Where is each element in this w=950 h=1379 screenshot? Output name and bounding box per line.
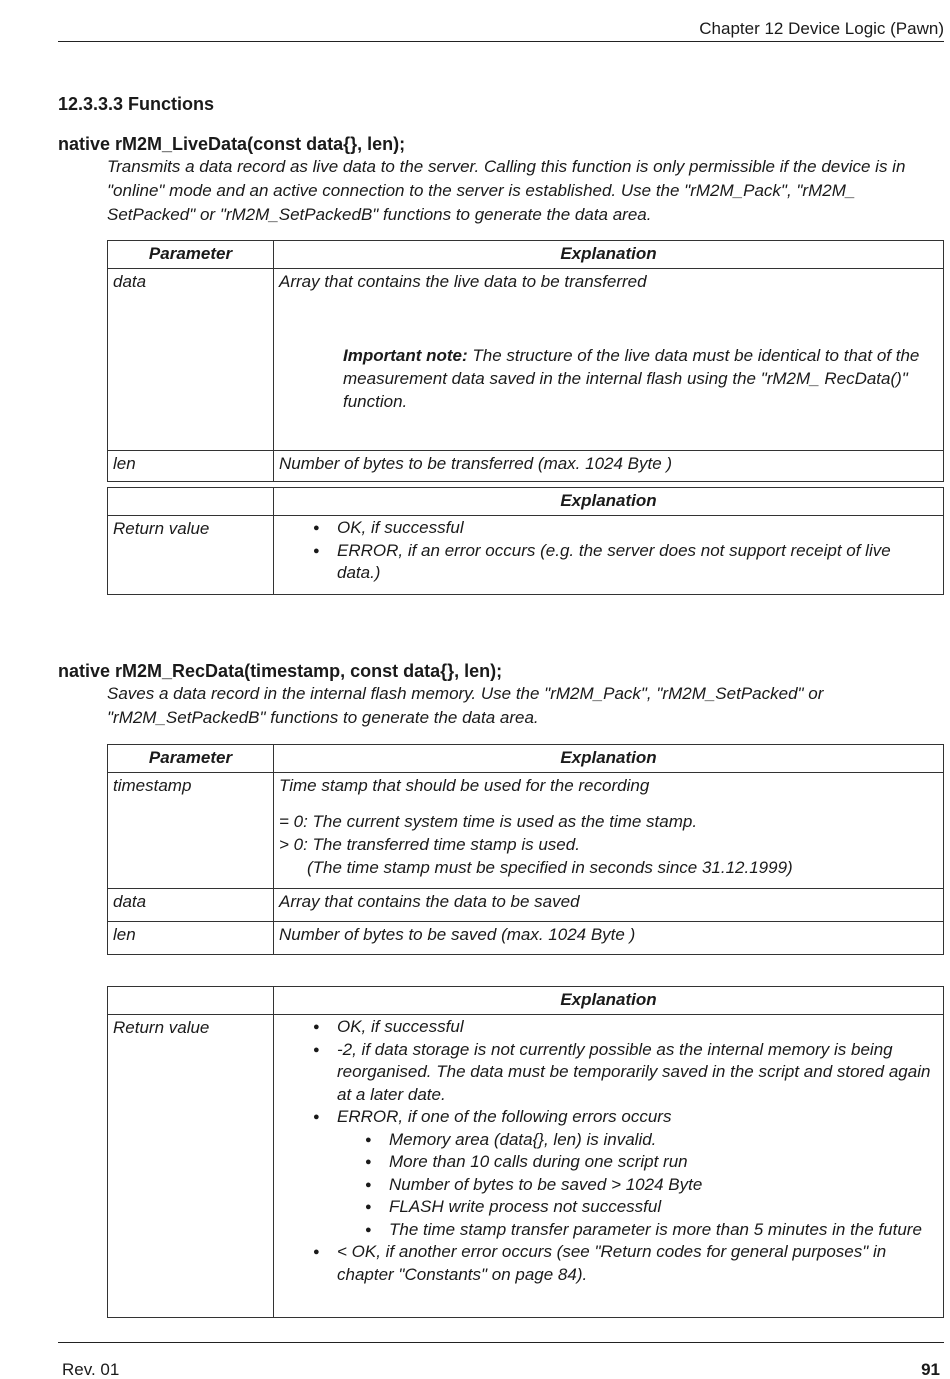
return-label: Return value bbox=[108, 516, 274, 595]
list-item: ● OK, if successful bbox=[313, 1016, 938, 1039]
sub-list-item: ● The time stamp transfer parameter is more than 5 minutes in the future bbox=[365, 1219, 938, 1242]
column-header-explanation: Explanation bbox=[274, 241, 944, 269]
important-note-label: Important note: bbox=[343, 346, 468, 365]
return-table bbox=[107, 487, 944, 595]
list-item bbox=[313, 1106, 938, 1241]
param-explanation bbox=[274, 269, 944, 451]
chapter-title: Chapter 12 Device Logic (Pawn) bbox=[699, 19, 944, 38]
list-item: ● OK, if successful bbox=[313, 517, 938, 540]
revision-label: Rev. 01 bbox=[62, 1360, 120, 1379]
section-title: 12.3.3.3 Functions bbox=[58, 94, 215, 114]
table-row bbox=[108, 451, 944, 482]
return-explanation bbox=[274, 516, 944, 595]
param-name: data bbox=[108, 889, 274, 922]
function-description: Transmits a data record as live data to the server. Calling this function is only permissible if the device is in "online" mode and an active connection to the server is established. Use the "rM2M_Pack", "rM2M_ SetPacked" or "rM2M_SetPackedB" functions to generate the data area. bbox=[107, 157, 906, 224]
function-description: Saves a data record in the internal flash memory. Use the "rM2M_Pack", "rM2M_SetPacked" or "rM2M_SetPackedB" functions to generate the data area. bbox=[107, 684, 824, 727]
param-explanation: Array that contains the data to be saved bbox=[274, 889, 944, 922]
function-signature: native rM2M_LiveData(const data{}, len); bbox=[58, 134, 406, 154]
list-item: ● -2, if data storage is not currently possible as the internal memory is being reorganised. The data must be temporarily saved in the script and stored again at a later date. bbox=[313, 1039, 938, 1107]
column-header-explanation: Explanation bbox=[274, 488, 944, 516]
timestamp-option-positive: > 0: The transferred time stamp is used. bbox=[279, 835, 580, 854]
return-label: Return value bbox=[108, 1015, 274, 1318]
parameter-table bbox=[107, 240, 944, 482]
list-item: ● < OK, if another error occurs (see "Return codes for general purposes" in chapter "Constants" on page 84). bbox=[313, 1241, 938, 1286]
sub-list-item: ● Number of bytes to be saved > 1024 Byte bbox=[365, 1174, 938, 1197]
page-footer bbox=[58, 1342, 944, 1379]
column-header-parameter: Parameter bbox=[108, 241, 274, 269]
return-explanation bbox=[274, 1015, 944, 1318]
param-explanation: Number of bytes to be transferred (max. 1024 Byte ) bbox=[274, 451, 944, 482]
table-row bbox=[108, 1015, 944, 1318]
function-signature: native rM2M_RecData(timestamp, const data{}, len); bbox=[58, 661, 503, 681]
sub-list-item: ● Memory area (data{}, len) is invalid. bbox=[365, 1129, 938, 1152]
param-explanation-text: Time stamp that should be used for the recording bbox=[279, 776, 650, 795]
column-header-explanation: Explanation bbox=[274, 987, 944, 1015]
param-explanation-text: Array that contains the live data to be transferred bbox=[279, 272, 647, 291]
column-header-explanation: Explanation bbox=[274, 745, 944, 773]
param-explanation: Number of bytes to be saved (max. 1024 Byte ) bbox=[274, 922, 944, 955]
return-table bbox=[107, 986, 944, 1318]
param-name: timestamp bbox=[108, 773, 274, 889]
sub-list-item: ● More than 10 calls during one script run bbox=[365, 1151, 938, 1174]
timestamp-note: (The time stamp must be specified in seconds since 31.12.1999) bbox=[307, 858, 793, 877]
list-item: ● ERROR, if an error occurs (e.g. the server does not support receipt of live data.) bbox=[313, 540, 938, 585]
important-note bbox=[343, 344, 938, 413]
param-name: len bbox=[108, 451, 274, 482]
table-row bbox=[108, 773, 944, 889]
table-row bbox=[108, 889, 944, 922]
function-live-data bbox=[58, 133, 944, 227]
timestamp-option-zero: = 0: The current system time is used as the time stamp. bbox=[279, 812, 698, 831]
sub-list-item: ● FLASH write process not successful bbox=[365, 1196, 938, 1219]
param-name: len bbox=[108, 922, 274, 955]
table-row bbox=[108, 922, 944, 955]
function-rec-data bbox=[58, 660, 944, 730]
param-explanation bbox=[274, 773, 944, 889]
parameter-table bbox=[107, 744, 944, 955]
table-row bbox=[108, 516, 944, 595]
param-name: data bbox=[108, 269, 274, 451]
table-row bbox=[108, 269, 944, 451]
column-header-parameter: Parameter bbox=[108, 745, 274, 773]
page-number: 91 bbox=[921, 1360, 940, 1379]
page-header bbox=[58, 0, 944, 42]
list-item-text: ERROR, if one of the following errors occurs bbox=[337, 1107, 672, 1126]
important-note-text: The structure of the live data must be identical to that of the measurement data saved in the internal flash using the "rM2M_ RecData()" function. bbox=[343, 346, 920, 411]
